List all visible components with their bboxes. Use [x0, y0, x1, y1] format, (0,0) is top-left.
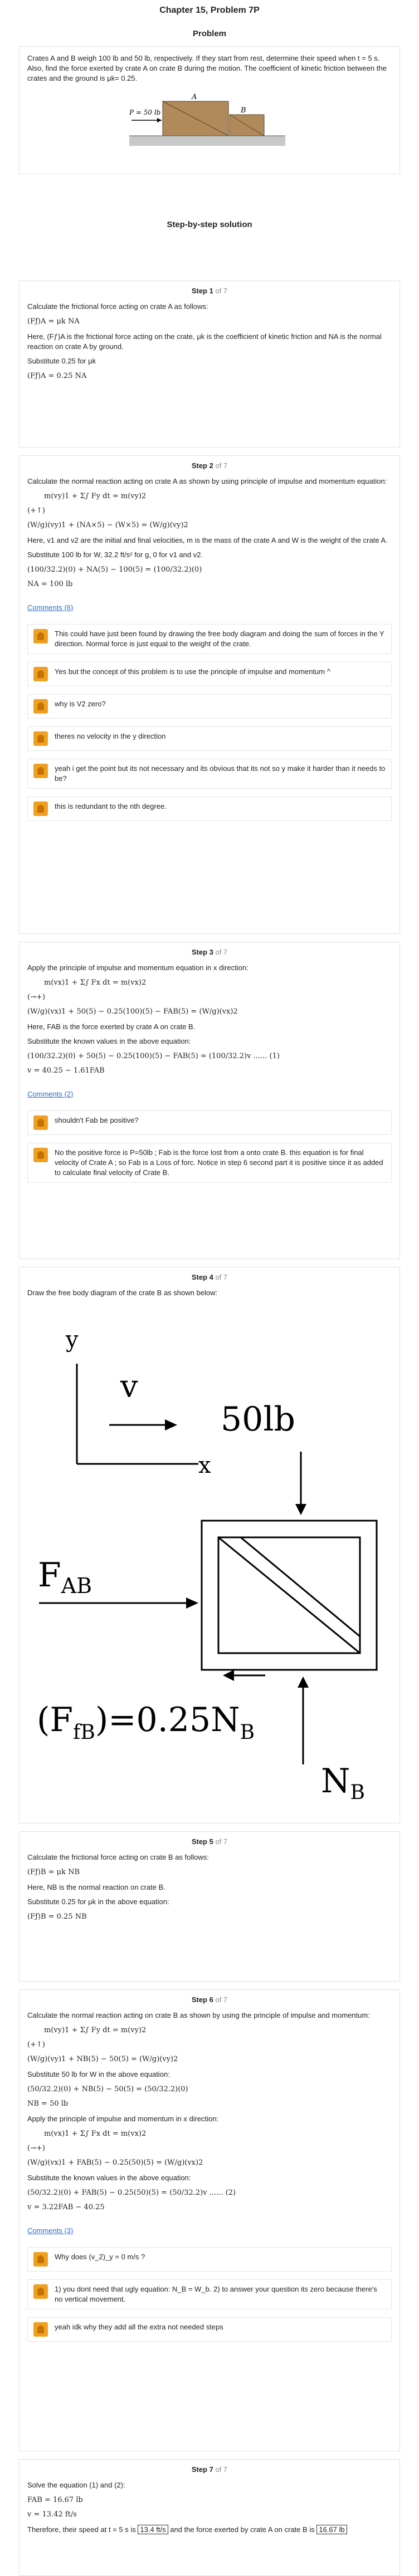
equation: m(vx)1 + Σ∫ Fx dt = m(vx)2	[44, 2130, 147, 2138]
equation-direction: (+↑)	[27, 2041, 45, 2049]
step-text: Apply the principle of impulse and momentum in x direction:	[27, 2115, 219, 2123]
step-text: Calculate the normal reaction acting on crate B as shown by using the principle of impulse and momentum:	[27, 2011, 370, 2019]
step-text: Substitute 50 lb for W in the above equation:	[27, 2070, 170, 2078]
user-avatar-icon	[33, 699, 48, 714]
comment: This could have just been found by drawing the free body diagram and doing the sum of forces in the Y direction. Normal force is just equal to the weight of the crate.	[27, 624, 392, 654]
user-avatar-icon	[33, 764, 48, 778]
step-text: Solve the equation (1) and (2):	[27, 2481, 125, 2489]
equation: NA = 100 lb	[27, 580, 73, 588]
step-text: Draw the free body diagram of the crate B as shown below:	[27, 1289, 218, 1297]
equation-direction: (+↑)	[27, 507, 45, 515]
equation: (Fƒ)B = 0.25 NB	[27, 1913, 87, 1921]
step-text: Substitute 0.25 for μk	[27, 357, 96, 365]
equation-direction: (→+)	[27, 993, 45, 1001]
step-text: Substitute 100 lb for W, 32.2 ft/s² for g, 0 for v1 and v2.	[27, 550, 203, 559]
equation: (50/32.2)(0) + NB(5) − 50(5) = (50/32.2)(0)	[27, 2085, 188, 2093]
comments-link[interactable]: Comments (6)	[27, 603, 74, 612]
fbd-y-label: y	[66, 1327, 79, 1353]
step-header: Step 6 of 7	[191, 1995, 228, 2004]
comment: why is V2 zero?	[27, 694, 392, 719]
equation: m(vx)1 + Σ∫ Fx dt = m(vx)2	[44, 979, 147, 987]
user-avatar-icon	[33, 2284, 48, 2299]
comment: No the positive force is P=50lb ; Fab is the force lost from a onto crate B. this equation is for final velocity of Crate A ; so Fab is a Loss of forc. Notice in step 6 second part it is positive since it as added to calculate final velocity of Crate B.	[27, 1143, 392, 1183]
step-3	[19, 942, 400, 1259]
equation: m(vy)1 + Σ∫ Fy dt = m(vy)2	[44, 492, 147, 500]
step-header: Step 4 of 7	[191, 1273, 228, 1281]
equation: (50/32.2)(0) + FAB(5) − 0.25(50)(5) = (50/32.2)v ...... (2)	[27, 2189, 236, 2197]
step-header: Step 1 of 7	[191, 287, 228, 295]
step-text: Calculate the normal reaction acting on crate A as shown by using principle of impulse and momentum equation:	[27, 477, 387, 485]
step-7	[19, 2459, 400, 2576]
comment: theres no velocity in the y direction	[27, 726, 392, 751]
step-text: Substitute the known values in the above equation:	[27, 2174, 191, 2182]
user-avatar-icon	[33, 802, 48, 816]
problem-text: Crates A and B weigh 100 lb and 50 lb, respectively. If they start from rest, determine their speed when t = 5 s. Also, find the force exerted by crate A on crate B during the motion. The coefficient of kinetic friction between the crates and the ground is μk= 0.25.	[27, 54, 387, 82]
step-header: Step 7 of 7	[191, 2465, 228, 2474]
step-text: Substitute the known values in the above equation:	[27, 1037, 191, 1045]
fbd-weight-label: 50lb	[221, 1400, 295, 1439]
user-avatar-icon	[33, 731, 48, 746]
step-6	[19, 1989, 400, 2451]
step-text: Substitute 0.25 for μk in the above equation:	[27, 1897, 169, 1906]
comments-link[interactable]: Comments (2)	[27, 1090, 74, 1098]
fbd-friction-label: $(F_fB)=0.25N_B$	[37, 1700, 255, 1744]
user-avatar-icon	[33, 1148, 48, 1162]
comment: yeah i get the point but its not necessary and its obvious that its not so y make it harder than it needs to be?	[27, 759, 392, 789]
equation: (100/32.2)(0) + NA(5) − 100(5) = (100/32.2)(0)	[27, 566, 202, 574]
step-text: Here, v1 and v2 are the initial and final velocities, m is the mass of the crate A and W is the weight of the crate A.	[27, 536, 388, 544]
crate-a-label: A	[192, 93, 197, 101]
comment: shouldn't Fab be positive?	[27, 1110, 392, 1135]
comment: this is redundant to the nth degree.	[27, 797, 392, 821]
user-avatar-icon	[33, 1115, 48, 1130]
step-1	[19, 281, 400, 448]
equation: (W/g)(vy)1 + NB(5) − 50(5) = (W/g)(vy)2	[27, 2055, 178, 2063]
fbd-v-label: v	[120, 1369, 138, 1405]
crate-b-label: B	[241, 106, 246, 115]
step-text: Calculate the frictional force acting on crate B as follows:	[27, 1853, 209, 1861]
equation: (W/g)(vx)1 + FAB(5) − 0.25(50)(5) = (W/g)(vx)2	[27, 2159, 203, 2167]
user-avatar-icon	[33, 2322, 48, 2337]
equation-direction: (→+)	[27, 2144, 45, 2152]
equation: (Fƒ)A = μk NA	[27, 317, 80, 326]
user-avatar-icon	[33, 629, 48, 643]
step-text: Apply the principle of impulse and momentum equation in x direction:	[27, 963, 249, 972]
equation: v = 3.22FAB − 40.25	[27, 2203, 105, 2211]
step-text: Here, NB is the normal reaction on crate B.	[27, 1883, 165, 1891]
equation: FAB = 16.67 lb	[27, 2496, 83, 2504]
user-avatar-icon	[33, 667, 48, 681]
user-avatar-icon	[33, 2252, 48, 2267]
free-body-diagram	[31, 1308, 388, 1809]
equation: (100/32.2)(0) + 50(5) − 0.25(100)(5) − FAB(5) = (100/32.2)v ...... (1)	[27, 1052, 280, 1060]
step-text: Here, FAB is the force exerted by crate A on crate B.	[27, 1022, 196, 1031]
ground	[129, 136, 285, 146]
step-text: Calculate the frictional force acting on crate A as follows:	[27, 302, 208, 311]
step-header: Step 3 of 7	[191, 948, 228, 956]
final-answer-text: Therefore, their speed at t = 5 s is 13.4 ft/s and the force exerted by crate A on crate B is 16.67 lb	[27, 2525, 392, 2535]
step-header: Step 5 of 7	[191, 1837, 228, 1846]
equation: v = 13.42 ft/s	[27, 2510, 77, 2519]
speed-answer-box: 13.4 ft/s	[138, 2525, 168, 2534]
step-text: Here, (Fƒ)A is the frictional force acting on the crate, μk is the coefficient of kinetic friction and NA is the normal reaction on crate A by ground.	[27, 332, 382, 351]
comment: Yes but the concept of this problem is to use the principle of impulse and momentum ^	[27, 662, 392, 686]
step-4	[19, 1267, 400, 1823]
comment: yeah idk why they add all the extra not needed steps	[27, 2317, 392, 2342]
fbd-normal-label: $N_B$	[321, 1762, 365, 1804]
fbd-fab-label: $F_{AB}$	[38, 1556, 92, 1598]
chapter-title: Chapter 15, Problem 7P	[159, 6, 260, 15]
comment: 1) you dont need that ugly equation: N_B = W_b. 2) to answer your question its zero because there's no vertical movement.	[27, 2279, 392, 2309]
problem-heading: Problem	[192, 29, 226, 38]
solution-heading: Step-by-step solution	[167, 220, 252, 229]
step-5	[19, 1831, 400, 1982]
step-header: Step 2 of 7	[191, 461, 228, 470]
force-label: P = 50 lb	[129, 109, 161, 116]
equation: (W/g)(vx)1 + 50(5) − 0.25(100)(5) − FAB(5) = (W/g)(vx)2	[27, 1007, 238, 1016]
comment: Why does (v_2)_y = 0 m/s ?	[27, 2247, 392, 2272]
crates-figure	[126, 91, 293, 153]
force-answer-box: 16.67 lb	[316, 2525, 347, 2534]
equation: NB = 50 lb	[27, 2100, 69, 2108]
equation: (Fƒ)B = μk NB	[27, 1868, 80, 1876]
step-2	[19, 455, 400, 934]
equation: (Fƒ)A = 0.25 NA	[27, 372, 87, 380]
equation: (W/g)(vy)1 + (NA×5) − (W×5) = (W/g)(vy)2	[27, 521, 188, 529]
equation: m(vy)1 + Σ∫ Fy dt = m(vy)2	[44, 2026, 147, 2034]
comments-link[interactable]: Comments (3)	[27, 2226, 74, 2235]
problem-box	[19, 46, 400, 174]
equation: v = 40.25 − 1.61FAB	[27, 1066, 105, 1075]
fbd-x-label: x	[198, 1453, 211, 1478]
